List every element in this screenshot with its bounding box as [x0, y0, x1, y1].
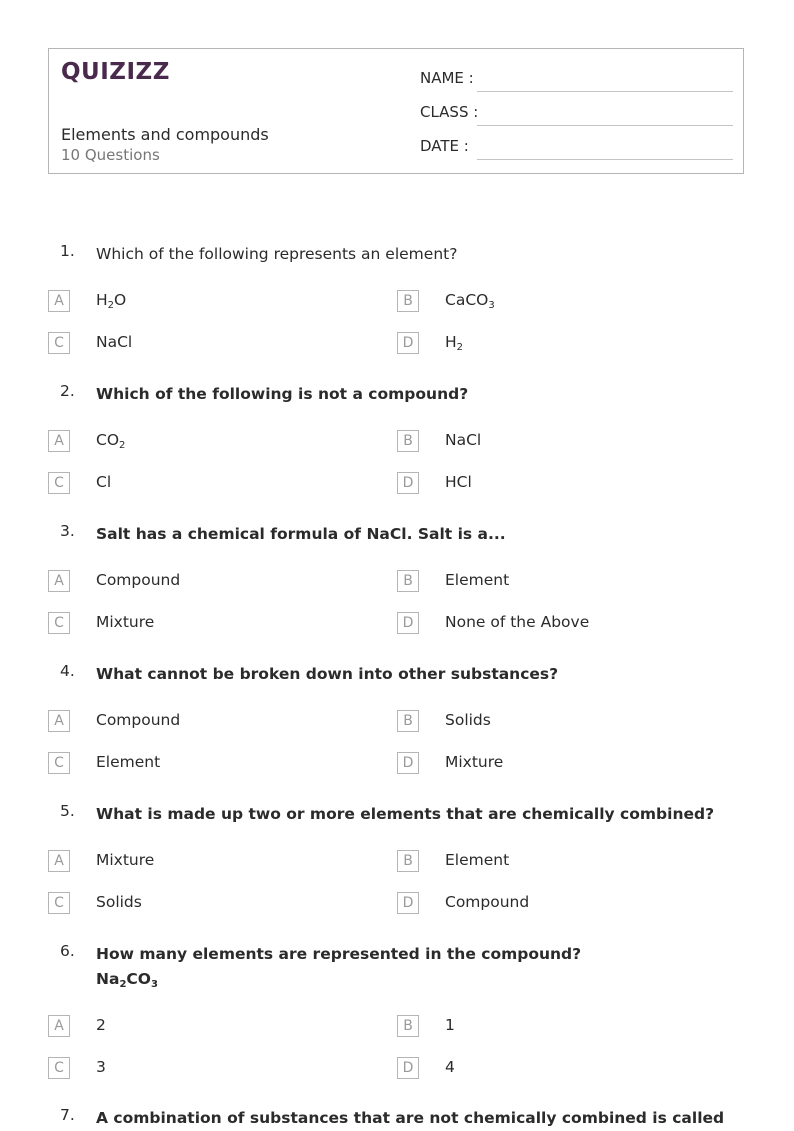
date-label: DATE :	[420, 137, 469, 155]
option-letter-box[interactable]: A	[48, 850, 70, 872]
question-text-line: What is made up two or more elements that are chemically combined?	[96, 805, 715, 823]
option-letter-box[interactable]: C	[48, 612, 70, 634]
option-text: Mixture	[96, 613, 155, 631]
option-letter-box[interactable]: D	[397, 1057, 419, 1079]
question-text-line: A combination of substances that are not chemically combined is called	[96, 1109, 725, 1127]
option-text	[96, 711, 180, 729]
class-label: CLASS :	[420, 103, 479, 121]
option-text: O	[114, 291, 127, 309]
option-text: NaCl	[445, 431, 482, 449]
option-text: Compound	[96, 711, 181, 729]
option-text	[445, 1016, 455, 1034]
option-text: Mixture	[445, 753, 504, 771]
option-letter-box[interactable]: A	[48, 710, 70, 732]
class-line[interactable]	[477, 125, 733, 126]
question-text	[96, 382, 736, 407]
question-text	[96, 662, 736, 687]
option-text: Solids	[96, 893, 142, 911]
option-letter-box[interactable]: B	[397, 850, 419, 872]
option-text	[96, 333, 132, 351]
option-text: 4	[445, 1058, 455, 1076]
worksheet-header	[48, 48, 744, 174]
option-text	[445, 893, 529, 911]
question-number: 7.	[60, 1106, 75, 1124]
option-text: Element	[96, 753, 161, 771]
option-letter-box[interactable]: C	[48, 892, 70, 914]
option-text: Compound	[96, 571, 181, 589]
option-text	[445, 571, 509, 589]
option-letter-box[interactable]: B	[397, 290, 419, 312]
question-text-line: Salt has a chemical formula of NaCl. Salt is a...	[96, 525, 506, 543]
option-text	[96, 1016, 106, 1034]
question-text-line: Which of the following represents an element?	[96, 245, 458, 263]
question-number: 1.	[60, 242, 75, 260]
option-text	[96, 431, 125, 451]
option-letter-box[interactable]: C	[48, 752, 70, 774]
name-field[interactable]	[420, 69, 733, 93]
option-text	[445, 711, 491, 729]
question-text	[96, 242, 736, 267]
question-number: 3.	[60, 522, 75, 540]
option-text	[445, 333, 463, 353]
option-text	[96, 571, 180, 589]
formula-subscript: 3	[150, 979, 158, 990]
date-field[interactable]	[420, 137, 733, 161]
option-text	[445, 753, 503, 771]
option-letter-box[interactable]: C	[48, 332, 70, 354]
option-letter-box[interactable]: C	[48, 1057, 70, 1079]
option-text	[445, 1058, 455, 1076]
option-text: H	[96, 291, 108, 309]
option-text	[96, 893, 142, 911]
formula-text: CO	[126, 970, 151, 988]
question-text-line: Which of the following is not a compound?	[96, 385, 469, 403]
option-text	[96, 753, 160, 771]
option-text	[445, 291, 495, 311]
option-subscript: 2	[119, 440, 126, 451]
option-text	[96, 291, 126, 311]
option-letter-box[interactable]: B	[397, 1015, 419, 1037]
option-text: None of the Above	[445, 613, 590, 631]
worksheet-title: Elements and compounds	[61, 125, 269, 144]
date-line[interactable]	[477, 159, 733, 160]
option-text: 3	[96, 1058, 106, 1076]
option-text: Mixture	[96, 851, 155, 869]
option-text	[96, 1058, 106, 1076]
question-text	[96, 522, 736, 547]
question-number: 5.	[60, 802, 75, 820]
class-field[interactable]	[420, 103, 733, 127]
option-text	[445, 613, 589, 631]
option-letter-box[interactable]: A	[48, 1015, 70, 1037]
option-text: 2	[96, 1016, 106, 1034]
option-text: Element	[445, 851, 510, 869]
question-text-line: How many elements are represented in the compound?	[96, 945, 582, 963]
option-text: HCl	[445, 473, 472, 491]
option-letter-box[interactable]: B	[397, 570, 419, 592]
option-text	[445, 473, 472, 491]
option-letter-box[interactable]: D	[397, 332, 419, 354]
option-letter-box[interactable]: D	[397, 892, 419, 914]
question-number: 2.	[60, 382, 75, 400]
quizizz-logo: QUIZIZZ	[61, 59, 170, 85]
question-count: 10 Questions	[61, 146, 160, 164]
option-letter-box[interactable]: A	[48, 290, 70, 312]
option-letter-box[interactable]: D	[397, 612, 419, 634]
option-text	[445, 851, 509, 869]
question-text-line: What cannot be broken down into other substances?	[96, 665, 559, 683]
question-number: 6.	[60, 942, 75, 960]
option-letter-box[interactable]: D	[397, 472, 419, 494]
option-text	[445, 431, 481, 449]
name-line[interactable]	[477, 91, 733, 92]
option-text: NaCl	[96, 333, 133, 351]
question-number: 4.	[60, 662, 75, 680]
formula-subscript: 2	[119, 979, 127, 990]
option-letter-box[interactable]: A	[48, 570, 70, 592]
option-text	[96, 851, 154, 869]
option-text: Compound	[445, 893, 530, 911]
option-text: H	[445, 333, 457, 351]
option-text: Element	[445, 571, 510, 589]
name-label: NAME :	[420, 69, 474, 87]
option-text: CO	[96, 431, 120, 449]
option-text: Cl	[96, 473, 112, 491]
question-text	[96, 1106, 736, 1131]
option-subscript: 2	[456, 342, 464, 353]
option-text	[96, 473, 111, 491]
option-letter-box[interactable]: C	[48, 472, 70, 494]
option-letter-box[interactable]: A	[48, 430, 70, 452]
option-subscript: 2	[107, 300, 115, 311]
question-text-line	[96, 967, 736, 997]
option-text: CaCO	[445, 291, 489, 309]
option-text: 1	[445, 1016, 455, 1034]
option-text	[96, 613, 154, 631]
option-letter-box[interactable]: D	[397, 752, 419, 774]
option-subscript: 3	[488, 300, 495, 311]
formula-text: Na	[96, 970, 120, 988]
question-text	[96, 942, 736, 997]
option-letter-box[interactable]: B	[397, 710, 419, 732]
question-text	[96, 802, 736, 827]
option-letter-box[interactable]: B	[397, 430, 419, 452]
option-text: Solids	[445, 711, 491, 729]
